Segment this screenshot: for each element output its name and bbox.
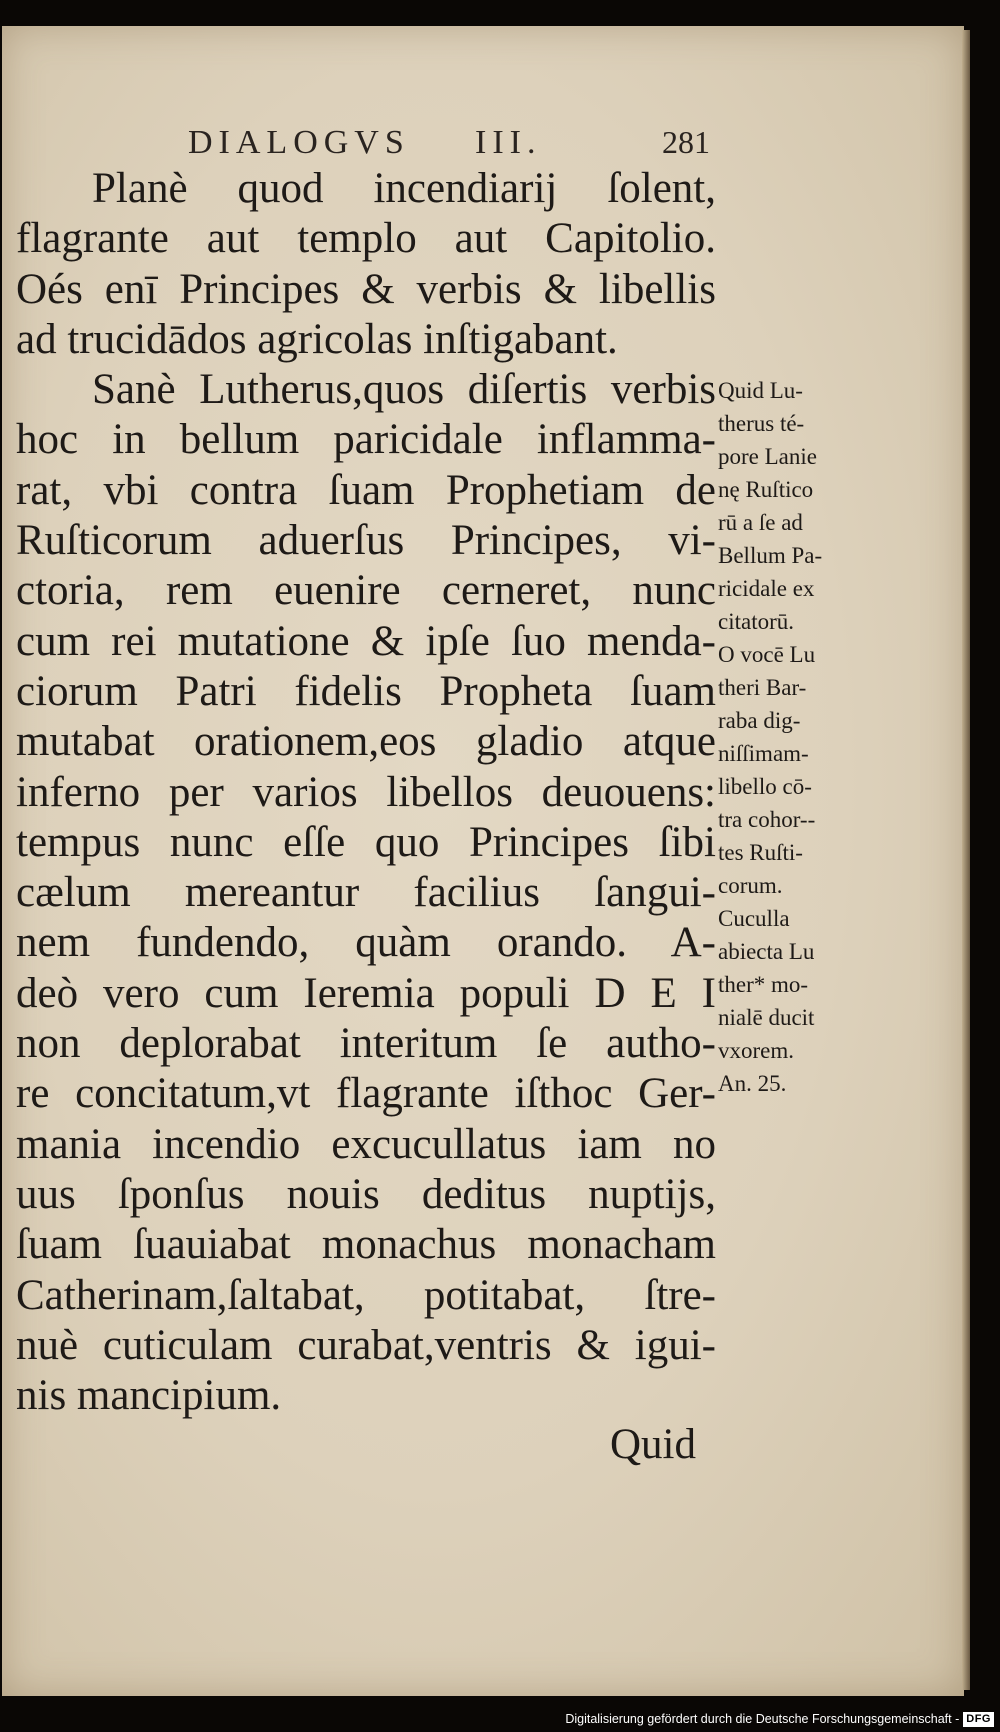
text-line: cum rei mutatione & ipſe ſuo menda- (16, 617, 716, 665)
marginal-note-line: libello cō- (718, 774, 812, 799)
text-line: Ruſticorum aduerſus Principes, vi- (16, 517, 716, 565)
text-line: uus ſponſus nouis deditus nuptijs, (16, 1170, 716, 1218)
text-line: flagrante aut templo aut Capitolio. (16, 215, 716, 263)
marginal-note-line: ricidale ex (718, 576, 815, 601)
text-line: cælum mereantur facilius ſangui- (16, 869, 716, 917)
text-line: deò vero cum Ieremia populi D E I (16, 969, 716, 1017)
marginal-note-line: citatorū. (718, 609, 794, 634)
text-line: ad trucidādos agricolas inſtigabant. (16, 315, 618, 363)
marginal-note-line: pore Lanie (718, 444, 817, 469)
funding-credit: Digitalisierung gefördert durch die Deutsche Forschungsgemeinschaft - (565, 1712, 960, 1726)
running-head (180, 124, 710, 164)
text-line: Sanè Lutherus,quos diſertis verbis (92, 366, 716, 414)
text-line: Planè quod incendiarij ſolent, (92, 165, 716, 212)
marginal-note-line: theri Bar- (718, 675, 807, 700)
page-number: 281 (662, 124, 710, 160)
text-line: nis mancipium. (16, 1372, 282, 1420)
page-edge (962, 30, 970, 1690)
marginal-note-line: niſſimam- (718, 741, 809, 766)
marginal-note-line: rū a ſe ad (718, 510, 803, 535)
text-line: re concitatum,vt flagrante iſthoc Ger- (16, 1070, 716, 1118)
marginal-note-line: tra cohor-- (718, 807, 816, 832)
marginal-note-line: abiecta Lu (718, 939, 815, 964)
marginal-note-line: nę Ruſtico (718, 477, 814, 502)
marginal-note-line: nialē ducit (718, 1005, 815, 1030)
body-text (16, 164, 716, 1421)
running-head-dialogue-number: III. (475, 124, 542, 161)
marginal-note-line: An. 25. (718, 1071, 787, 1096)
text-line: nuè cuticulam curabat,ventris & igui- (16, 1321, 716, 1369)
marginal-notes (718, 374, 868, 1100)
text-line: non deplorabat interitum ſe autho- (16, 1020, 716, 1068)
marginal-note-line: ther* mo- (718, 972, 809, 997)
marginal-note-line: corum. (718, 873, 783, 898)
text-line: mania incendio excucullatus iam no (16, 1120, 716, 1168)
text-line: nem fundendo, quàm orando. A- (16, 919, 716, 967)
running-head-title: DIALOGVS (188, 124, 410, 161)
marginal-note-line: raba dig- (718, 708, 801, 733)
text-line: ciorum Patri fidelis Propheta ſuam (16, 667, 716, 715)
marginal-note-line: Quid Lu- (718, 378, 803, 403)
dfg-logo: DFG (963, 1712, 994, 1727)
text-line: tempus nunc eſſe quo Principes ſibi (16, 818, 716, 866)
marginal-note-line: Cuculla (718, 906, 790, 931)
text-line: rat, vbi contra ſuam Prophetiam de (16, 466, 716, 514)
digitization-footer (565, 1709, 994, 1729)
text-line: ſuam ſuauiabat monachus monacham (16, 1221, 716, 1269)
marginal-note-line: O vocē Lu (718, 642, 816, 667)
marginal-note-line: therus té- (718, 411, 805, 436)
text-line: mutabat orationem,eos gladio atque (16, 718, 716, 766)
text-line: hoc in bellum paricidale inflamma- (16, 416, 716, 464)
marginal-note-line: vxorem. (718, 1038, 795, 1063)
text-line: ctoria, rem euenire cerneret, nunc (16, 567, 716, 615)
text-line: Catherinam,ſaltabat, potitabat, ſtre- (16, 1271, 716, 1319)
marginal-note-line: tes Ruſti- (718, 840, 803, 865)
catchword: Quid (610, 1421, 696, 1468)
text-line: Oés enī Principes & verbis & libellis (16, 265, 716, 313)
marginal-note-line: Bellum Pa- (718, 543, 823, 568)
text-line: inferno per varios libellos deuouens: (16, 768, 716, 816)
